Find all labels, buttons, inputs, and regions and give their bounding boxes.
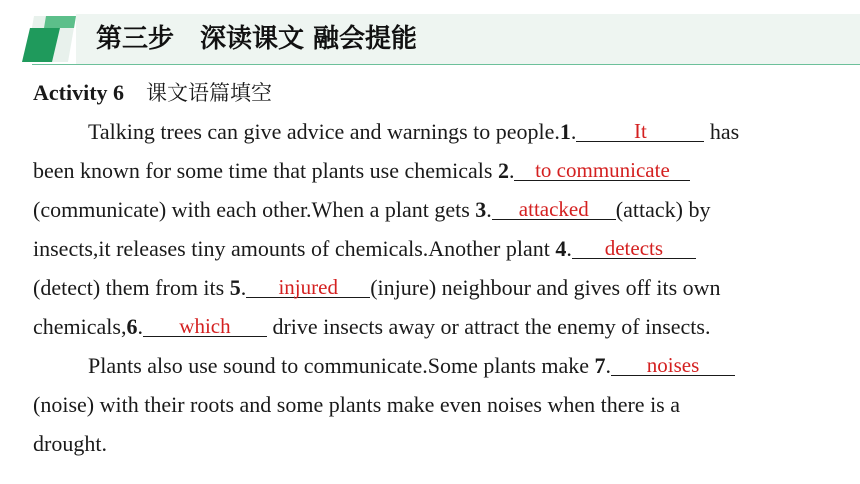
blank-number: 1: [559, 119, 571, 144]
activity-label: Activity 6: [33, 80, 125, 105]
passage-text: Plants also use sound to communicate.Some plants make: [88, 353, 595, 378]
answer-text: injured: [278, 275, 338, 299]
answer-text: detects: [604, 236, 664, 260]
passage-line: been known for some time that plants use chemicals 2. to communicate: [33, 151, 823, 190]
answer-blank-3: [492, 193, 616, 220]
activity-title: 课文语篇填空: [146, 81, 273, 105]
answer-blank-5: [246, 271, 370, 298]
passage-text: drought.: [33, 431, 107, 456]
blank-number: 2: [497, 158, 509, 183]
passage-text: insects,it releases tiny amounts of chemicals.Another plant: [33, 236, 556, 261]
section-title: 第三步 深读课文 融会提能: [96, 24, 418, 54]
passage-line: chemicals,6. which drive insects away or attract the enemy of insects.: [33, 307, 823, 346]
cloze-passage: [33, 112, 823, 463]
answer-blank-1: [576, 115, 704, 142]
activity-heading: [33, 78, 272, 108]
blank-number: 5: [229, 275, 241, 300]
answer-blank-4: [572, 232, 696, 259]
passage-text: (noise) with their roots and some plants make even noises when there is a: [33, 392, 681, 417]
answer-text: noises: [646, 353, 700, 377]
passage-text: (communicate) with each other.When a plant gets: [33, 197, 476, 222]
passage-line: [33, 424, 823, 463]
answer-text: attacked: [518, 197, 589, 221]
passage-line: insects,it releases tiny amounts of chemicals.Another plant 4. detects: [33, 229, 823, 268]
passage-line: (detect) them from its 5. injured (injure) neighbour and gives off its own: [33, 268, 823, 307]
passage-text: (detect) them from its: [33, 275, 230, 300]
blank-number: 3: [475, 197, 487, 222]
header-divider: [32, 64, 860, 65]
answer-text: to communicate: [535, 158, 670, 182]
blank-number: 4: [555, 236, 567, 261]
answer-blank-6: [143, 310, 267, 337]
answer-text: It: [633, 119, 647, 143]
passage-text: been known for some time that plants use chemicals: [33, 158, 498, 183]
passage-text: chemicals,: [33, 314, 127, 339]
passage-text: drive insects away or attract the enemy of insects.: [266, 314, 711, 339]
answer-blank-2: [514, 154, 690, 181]
passage-line: Talking trees can give advice and warnings to people.1. It has: [33, 112, 823, 151]
passage-line: (communicate) with each other.When a plant gets 3. attacked (attack) by: [33, 190, 823, 229]
answer-blank-7: [611, 349, 735, 376]
passage-text: Talking trees can give advice and warnings to people.: [88, 119, 560, 144]
passage-text: (injure) neighbour and gives off its own: [370, 275, 721, 300]
blank-number: 6: [126, 314, 138, 339]
passage-line: Plants also use sound to communicate.Some plants make 7. noises: [33, 346, 823, 385]
passage-line: [33, 385, 823, 424]
passage-text: has: [704, 119, 740, 144]
passage-text: (attack) by: [615, 197, 711, 222]
section-logo-icon: [18, 14, 78, 64]
answer-text: which: [179, 314, 231, 338]
blank-number: 7: [594, 353, 606, 378]
